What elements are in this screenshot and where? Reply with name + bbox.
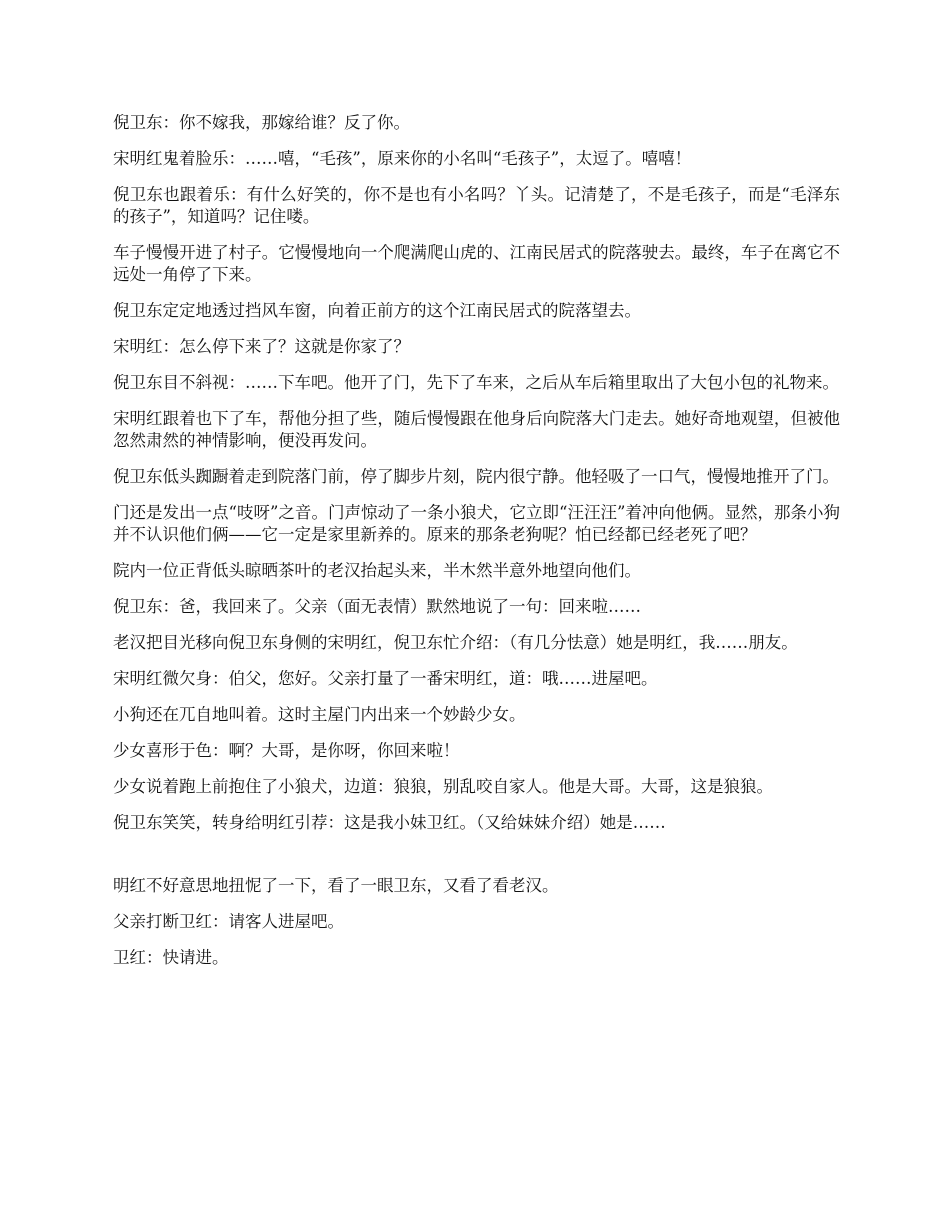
paragraph-10: 门还是发出一点“吱呀”之音。门声惊动了一条小狼犬，它立即“汪汪汪”着冲向他俩。显然，那条小狗并不认识他们俩——它一定是家里新养的。原来的那条老狗呢？怕已经都已经老死了吧？	[113, 503, 840, 544]
paragraph-5: 倪卫东定定地透过挡风车窗，向着正前方的这个江南民居式的院落望去。	[113, 301, 641, 320]
paragraph-15: 小狗还在兀自地叫着。这时主屋门内出来一个妙龄少女。	[113, 705, 526, 724]
paragraph-16: 少女喜形于色：啊？大哥，是你呀，你回来啦！	[113, 741, 460, 760]
paragraph-3: 倪卫东也跟着乐：有什么好笑的，你不是也有小名吗？丫头。记清楚了，不是毛孩子，而是“毛泽东的孩子”，知道吗？记住喽。	[113, 185, 840, 226]
paragraph-13: 老汉把目光移向倪卫东身侧的宋明红，倪卫东忙介绍：（有几分怯意）她是明红，我……朋友。	[113, 633, 798, 652]
paragraph-19: 明红不好意思地扭怩了一下，看了一眼卫东，又看了看老汉。	[113, 876, 559, 895]
paragraph-18: 倪卫东笑笑，转身给明红引荐：这是我小妹卫红。（又给妹妹介绍）她是……	[113, 813, 666, 832]
paragraph-1: 倪卫东：你不嫁我，那嫁给谁？反了你。	[113, 113, 410, 132]
paragraph-12: 倪卫东：爸，我回来了。父亲（面无表情）默然地说了一句：回来啦……	[113, 597, 641, 616]
paragraph-17: 少女说着跑上前抱住了小狼犬，边道：狼狼，别乱咬自家人。他是大哥。大哥，这是狼狼。	[113, 777, 773, 796]
paragraph-4: 车子慢慢开进了村子。它慢慢地向一个爬满爬山虎的、江南民居式的院落驶去。最终，车子在离它不远处一角停了下来。	[113, 243, 840, 284]
paragraph-2: 宋明红鬼着脸乐：……嘻，“毛孩”，原来你的小名叫“毛孩子”，太逗了。嘻嘻！	[113, 149, 692, 168]
paragraph-20: 父亲打断卫红：请客人进屋吧。	[113, 912, 344, 931]
paragraph-21: 卫红：快请进。	[113, 948, 229, 967]
document-body	[113, 112, 840, 983]
paragraph-11: 院内一位正背低头晾晒茶叶的老汉抬起头来，半木然半意外地望向他们。	[113, 561, 641, 580]
paragraph-7: 倪卫东目不斜视：……下车吧。他开了门，先下了车来，之后从车后箱里取出了大包小包的礼物来。	[113, 373, 839, 392]
paragraph-8: 宋明红跟着也下了车，帮他分担了些，随后慢慢跟在他身后向院落大门走去。她好奇地观望，但被他忽然肃然的神情影响，便没再发问。	[113, 409, 840, 450]
section-gap	[113, 848, 840, 875]
paragraph-14: 宋明红微欠身：伯父，您好。父亲打量了一番宋明红，道：哦……进屋吧。	[113, 669, 658, 688]
paragraph-6: 宋明红：怎么停下来了？这就是你家了？	[113, 337, 410, 356]
paragraph-9: 倪卫东低头踟蹰着走到院落门前，停了脚步片刻，院内很宁静。他轻吸了一口气，慢慢地推开了门。	[113, 467, 839, 486]
